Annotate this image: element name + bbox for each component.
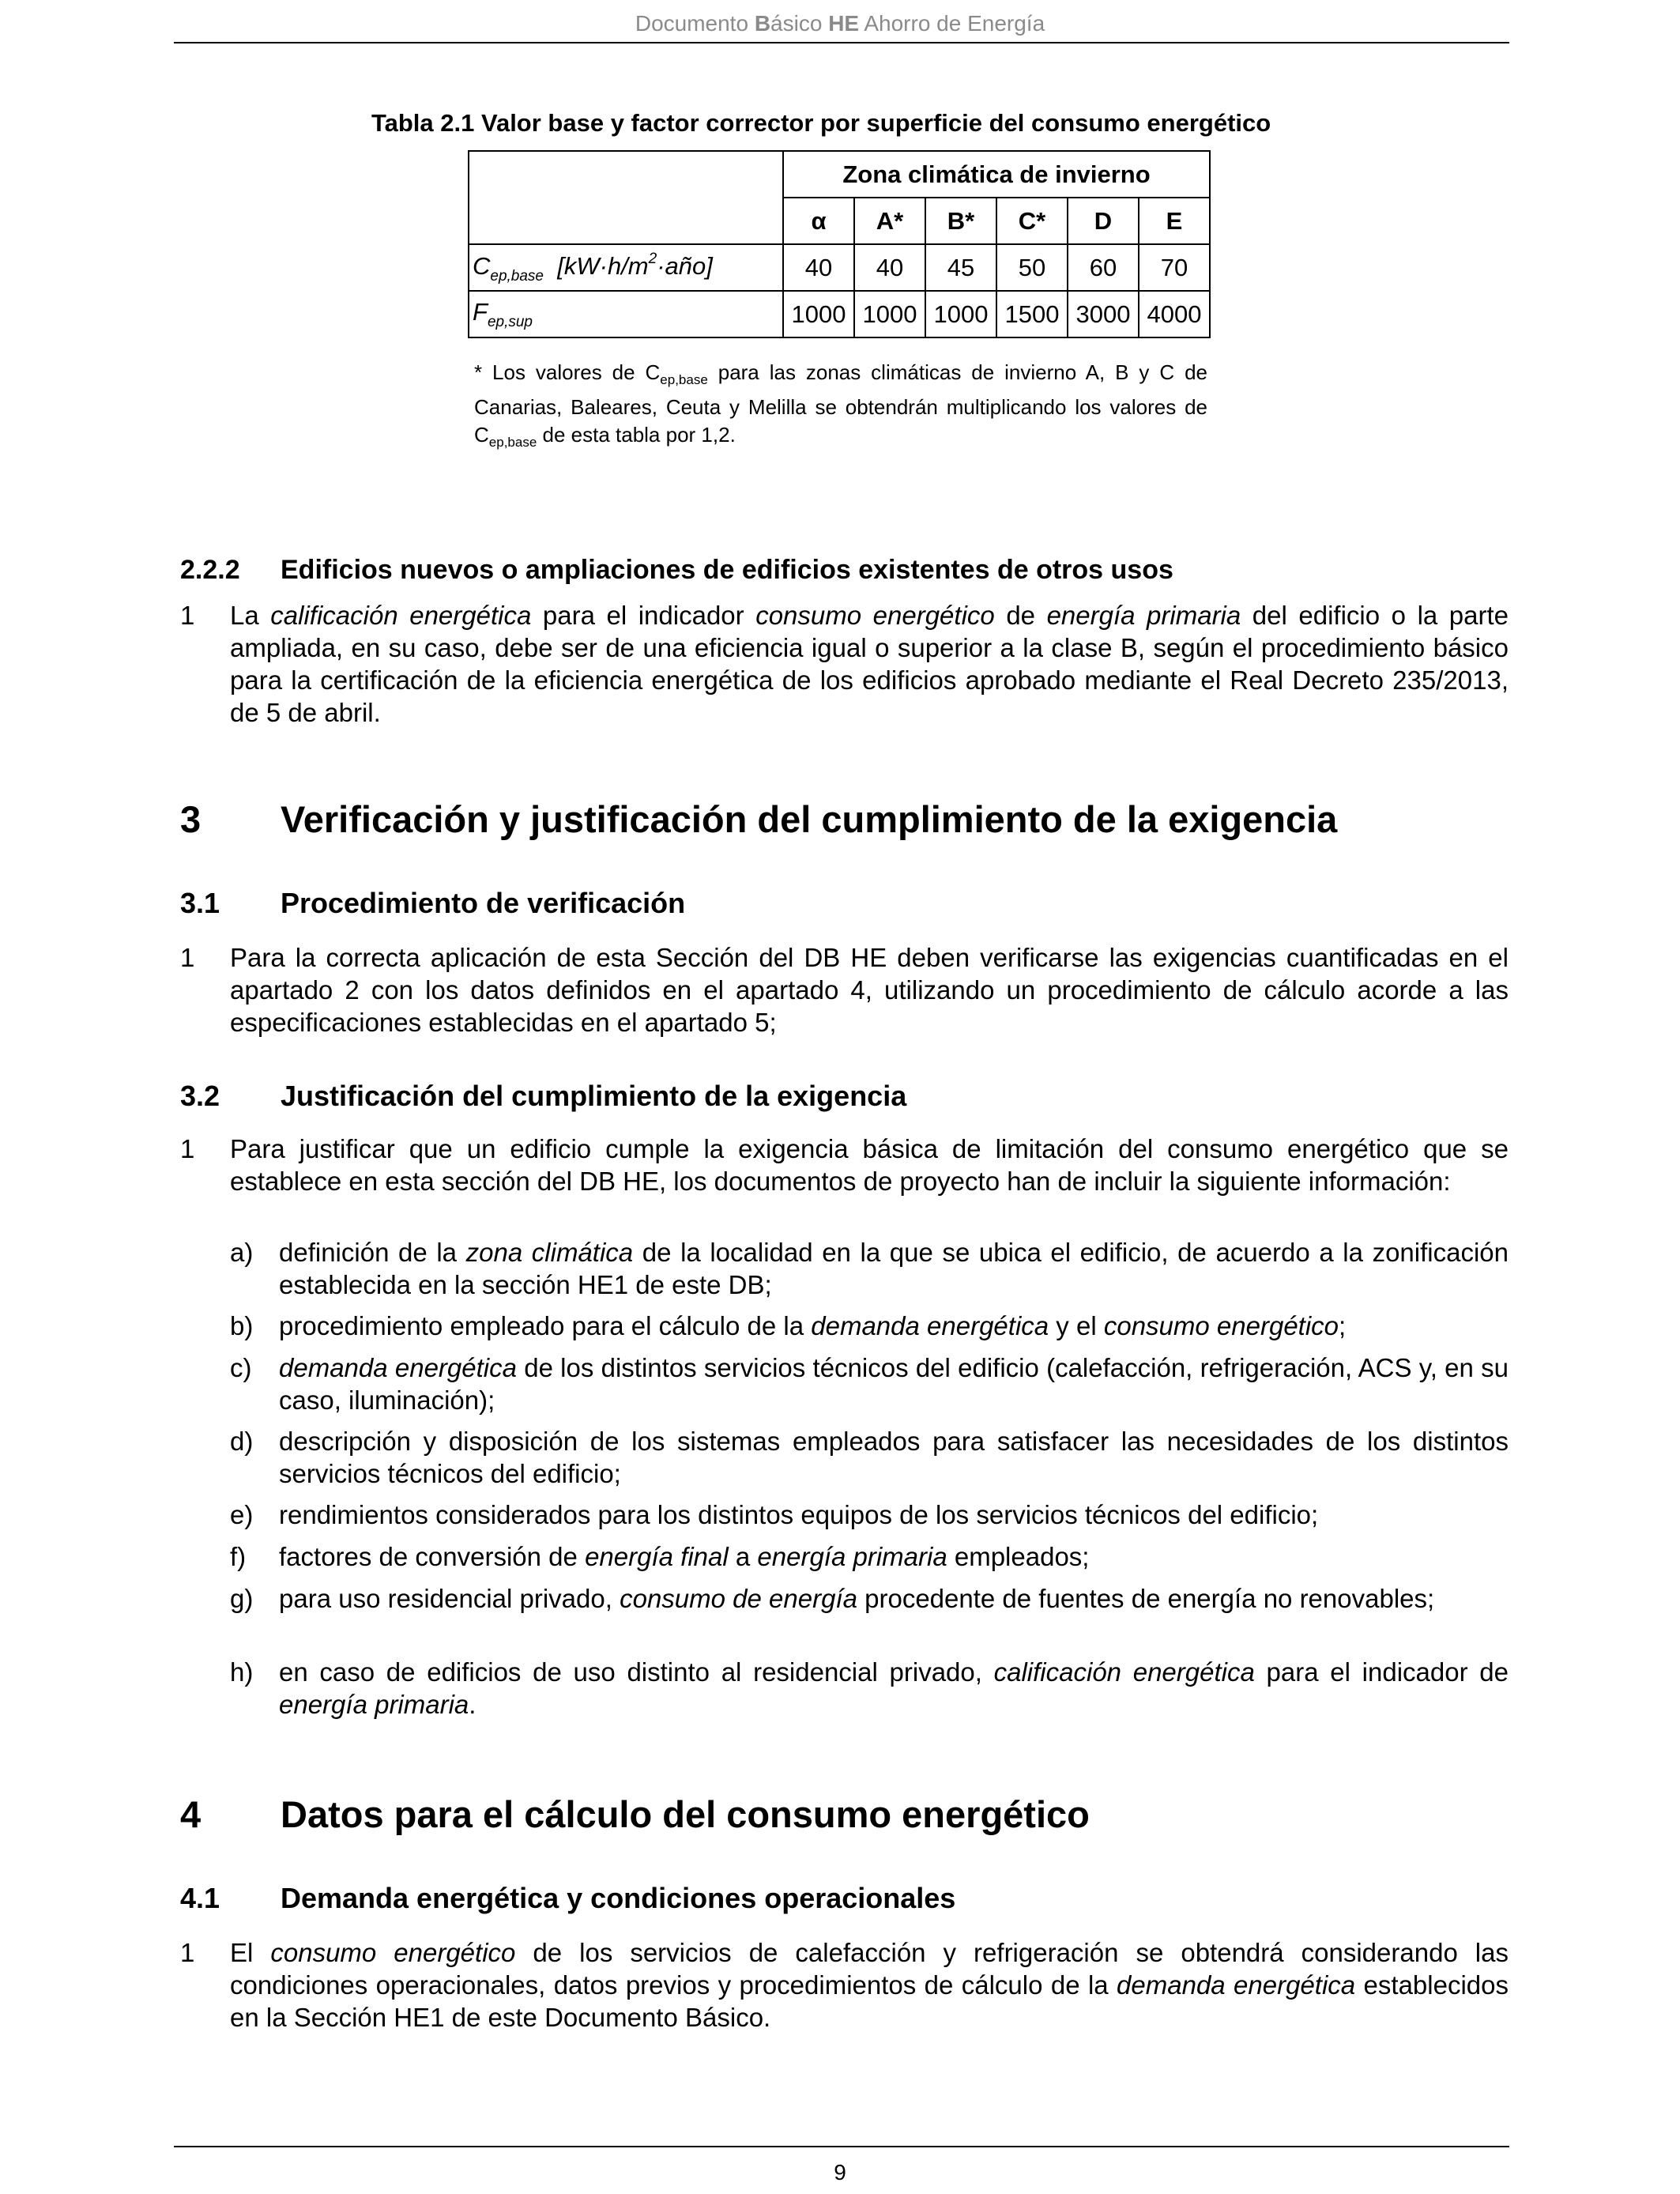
zone-header: C*: [996, 198, 1068, 244]
table-row: [469, 151, 1210, 198]
zone-header: A*: [854, 198, 925, 244]
table-cell: 40: [783, 244, 854, 291]
table-cell: 70: [1139, 244, 1210, 291]
table-caption: Tabla 2.1 Valor base y factor corrector por superficie del consumo energético: [371, 109, 1271, 137]
paragraph-number: 1: [180, 943, 195, 972]
zone-group-header: Zona climática de invierno: [783, 151, 1210, 198]
running-header: Documento Básico HE Ahorro de Energía: [635, 11, 1045, 36]
energy-table: [468, 150, 1211, 338]
page-number: 9: [834, 2160, 846, 2185]
paragraph-4-1: El consumo energético de los servicios de calefacción y refrigeración se obtendrá considerando las condiciones operacionales, datos previos y procedimientos de cálculo de la demanda energética establecidos en la Sección HE1 de este Documento Básico.: [230, 1938, 1509, 2032]
table-row: [469, 244, 1210, 291]
footer-rule: [174, 2146, 1509, 2147]
paragraph-3-2: Para justificar que un edificio cumple la exigencia básica de limitación del consumo energético que se establece en esta sección del DB HE, los documentos de proyecto han de incluir la siguiente información:: [230, 1134, 1509, 1196]
zone-header: D: [1068, 198, 1139, 244]
table-cell: 50: [996, 244, 1068, 291]
table-row: [469, 291, 1210, 337]
table-cell: 1500: [996, 291, 1068, 337]
chapter-heading-3: 3 Verificación y justificación del cumplimiento de la exigencia: [180, 798, 1338, 840]
table-cell: 3000: [1068, 291, 1139, 337]
table-cell: 1000: [783, 291, 854, 337]
table-corner-cell: [469, 151, 783, 244]
zone-header: E: [1139, 198, 1210, 244]
table-cell: 60: [1068, 244, 1139, 291]
row-label-cep-base: $C_{ep,base}$ $[kW\cdot h/m^2\cdot año]$: [469, 244, 783, 291]
section-heading-4-1: 4.1 Demanda energética y condiciones operacionales: [180, 1882, 956, 1914]
paragraph-number: 1: [180, 601, 195, 630]
zone-header: B*: [925, 198, 996, 244]
section-heading-3-1: 3.1 Procedimiento de verificación: [180, 887, 686, 919]
table-cell: 40: [854, 244, 925, 291]
table-cell: 1000: [925, 291, 996, 337]
paragraph-number: 1: [180, 1938, 195, 1967]
zone-header: α: [783, 198, 854, 244]
section-heading-2-2-2: 2.2.2 Edificios nuevos o ampliaciones de edificios existentes de otros usos: [180, 555, 1173, 585]
table-cell: 45: [925, 244, 996, 291]
table-cell: 1000: [854, 291, 925, 337]
header-rule: [174, 42, 1509, 43]
paragraph-2-2-2: La calificación energética para el indicador consumo energético de energía primaria del edificio o la parte ampliada, en su caso, debe ser de una eficiencia igual o superior a la clase B, según el procedimiento básico para la certificación de la eficiencia energética de los edificios aprobado mediante el Real Decreto 235/2013, de 5 de abril.: [230, 601, 1509, 727]
paragraph-number: 1: [180, 1134, 195, 1163]
table-footnote: * Los valores de $C_{ep,base}$ para las zonas climáticas de invierno A, B y C de Canarias, Baleares, Ceuta y Melilla se obtendrán multiplicando los valores de $C_{ep,base}$ de esta tabla por 1,2.: [474, 360, 1207, 450]
table-cell: 4000: [1139, 291, 1210, 337]
chapter-heading-4: 4 Datos para el cálculo del consumo energético: [180, 1793, 1090, 1835]
section-heading-3-2: 3.2 Justificación del cumplimiento de la exigencia: [180, 1080, 907, 1112]
row-label-fep-sup: $F_{ep,sup}$: [469, 291, 783, 337]
paragraph-3-1: Para la correcta aplicación de esta Sección del DB HE deben verificarse las exigencias cuantificadas en el apartado 2 con los datos definidos en el apartado 4, utilizando un procedimiento de cálculo acorde a las especificaciones establecidas en el apartado 5;: [230, 943, 1509, 1037]
